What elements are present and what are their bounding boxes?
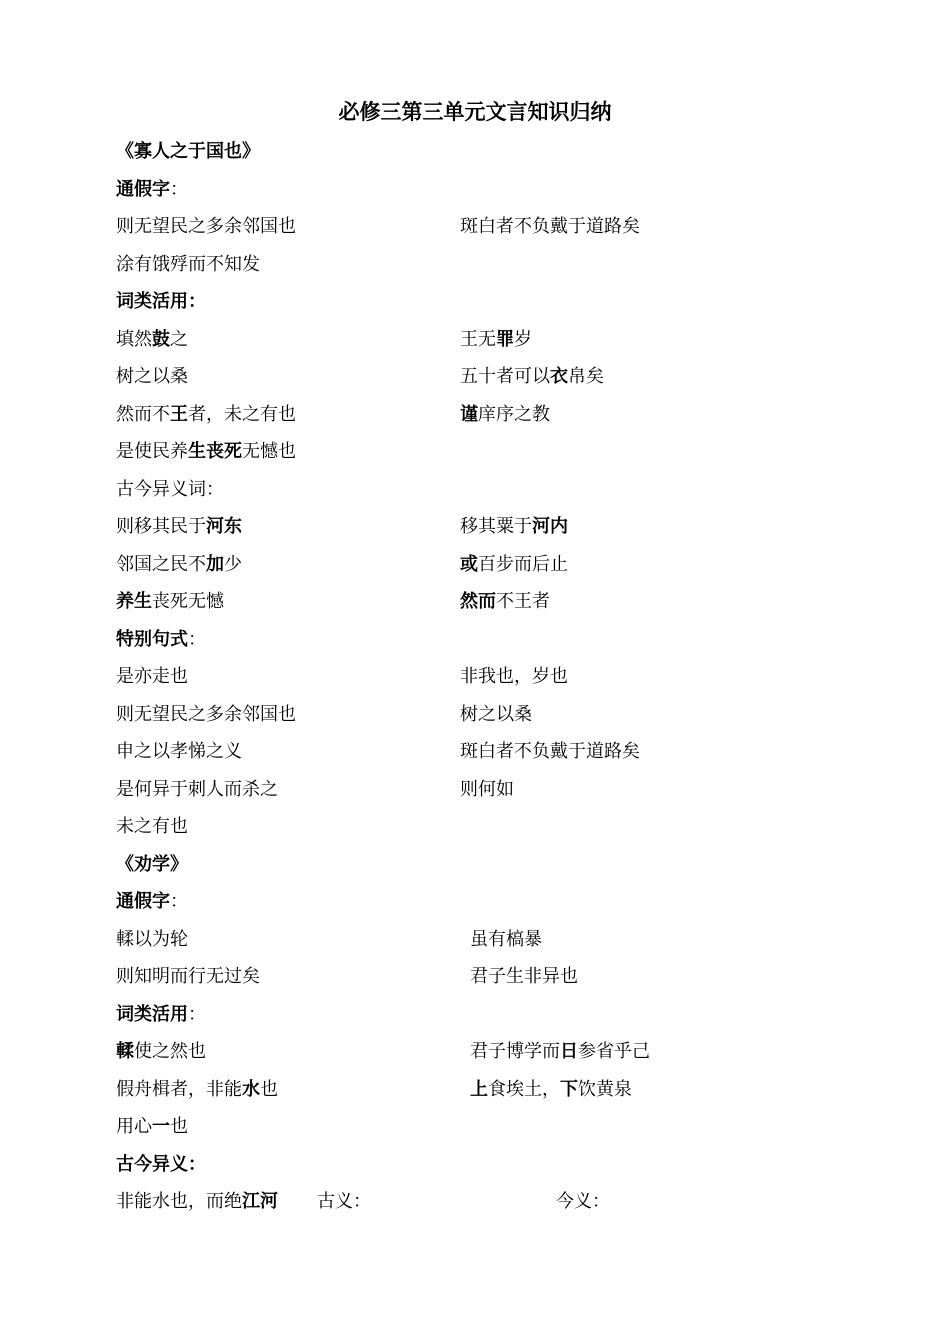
example-sentence: 假舟楫者，非能水也 xyxy=(116,1079,278,1100)
subheading: 词类活用 xyxy=(116,1004,188,1025)
gujin-heading xyxy=(0,1152,950,1178)
colon: ： xyxy=(170,891,188,912)
example-sentence: 非能水也，而绝江河 xyxy=(116,1191,278,1212)
subheading: 通假字 xyxy=(116,179,170,200)
key-word: 王 xyxy=(170,404,188,425)
example-sentence: 斑白者不负戴于道路矣 xyxy=(460,741,640,762)
list-row xyxy=(0,964,950,990)
example-sentence: 君子生非异也 xyxy=(470,966,578,987)
example-sentence: 涂有饿殍而不知发 xyxy=(116,254,260,275)
example-sentence: 然而不王者，未之有也 xyxy=(116,404,296,425)
section-2-heading xyxy=(0,852,950,878)
list-row xyxy=(0,327,950,353)
tongjia-heading xyxy=(0,177,950,203)
key-word: 日 xyxy=(560,1041,578,1062)
list-row xyxy=(0,814,950,840)
example-sentence: 王无罪岁 xyxy=(460,329,532,350)
key-word: 下 xyxy=(560,1079,578,1100)
key-word: 加 xyxy=(206,554,224,575)
list-row xyxy=(0,364,950,390)
teshu-heading xyxy=(0,627,950,653)
example-sentence: 輮以为轮 xyxy=(116,929,188,950)
list-row xyxy=(0,664,950,690)
key-word: 輮 xyxy=(116,1041,134,1062)
example-sentence: 上食埃土，下饮黄泉 xyxy=(470,1079,632,1100)
page-title: 必修三第三单元文言知识归纳 xyxy=(338,100,612,124)
subheading: 通假字 xyxy=(116,891,170,912)
cilei-heading xyxy=(0,289,950,315)
modern-meaning-label: 今义： xyxy=(556,1191,610,1212)
example-sentence: 五十者可以衣帛矣 xyxy=(460,366,604,387)
example-sentence: 申之以孝悌之义 xyxy=(116,741,242,762)
list-row xyxy=(0,252,950,278)
example-sentence: 虽有槁暴 xyxy=(470,929,542,950)
list-row xyxy=(0,1077,950,1103)
cilei-heading xyxy=(0,1002,950,1028)
example-sentence: 然而不王者 xyxy=(460,591,550,612)
key-word: 河内 xyxy=(532,516,568,537)
colon: ： xyxy=(188,629,206,650)
section-title: 《劝学》 xyxy=(116,854,188,875)
example-sentence: 君子博学而日参省乎己 xyxy=(470,1041,650,1062)
example-sentence: 则移其民于河东 xyxy=(116,516,242,537)
section-title: 《寡人之于国也》 xyxy=(116,141,260,162)
key-word: 然而 xyxy=(460,591,496,612)
example-sentence: 则无望民之多余邻国也 xyxy=(116,704,296,725)
list-row xyxy=(0,439,950,465)
list-row xyxy=(0,927,950,953)
key-word: 一 xyxy=(152,1116,170,1137)
example-sentence: 填然鼓之 xyxy=(116,329,188,350)
section-1-heading xyxy=(0,139,950,165)
list-row xyxy=(0,1189,950,1215)
list-row xyxy=(0,514,950,540)
gujin-heading xyxy=(0,477,950,503)
colon: ： xyxy=(170,179,188,200)
example-sentence: 邻国之民不加少 xyxy=(116,554,242,575)
example-sentence: 养生丧死无憾 xyxy=(116,591,224,612)
key-word: 生丧死 xyxy=(188,441,242,462)
list-row xyxy=(0,777,950,803)
subheading: 古今异义词： xyxy=(116,479,224,500)
list-row xyxy=(0,214,950,240)
colon: ： xyxy=(188,1004,206,1025)
example-sentence: 用心一也 xyxy=(116,1116,188,1137)
key-word: 上 xyxy=(470,1079,488,1100)
example-sentence: 谨庠序之教 xyxy=(460,404,550,425)
key-word: 河东 xyxy=(206,516,242,537)
subheading: 词类活用： xyxy=(116,291,206,312)
key-word: 水 xyxy=(242,1079,260,1100)
key-word: 罪 xyxy=(496,329,514,350)
example-sentence: 移其粟于河内 xyxy=(460,516,568,537)
key-word: 江河 xyxy=(242,1191,278,1212)
key-word: 衣 xyxy=(550,366,568,387)
list-row xyxy=(0,589,950,615)
key-word: 养生 xyxy=(116,591,152,612)
key-word: 鼓 xyxy=(152,329,170,350)
subheading: 特别句式 xyxy=(116,629,188,650)
example-sentence: 则何如 xyxy=(460,779,514,800)
list-row xyxy=(0,402,950,428)
list-row xyxy=(0,552,950,578)
ancient-meaning-label: 古义： xyxy=(317,1191,371,1212)
key-word: 谨 xyxy=(460,404,478,425)
subheading: 古今异义： xyxy=(116,1154,206,1175)
example-sentence: 是亦走也 xyxy=(116,666,188,687)
example-sentence: 是何异于刺人而杀之 xyxy=(116,779,278,800)
key-word: 或 xyxy=(460,554,478,575)
example-sentence: 未之有也 xyxy=(116,816,188,837)
example-sentence: 斑白者不负戴于道路矣 xyxy=(460,216,640,237)
example-sentence: 则无望民之多余邻国也 xyxy=(116,216,296,237)
example-sentence: 树之以桑 xyxy=(460,704,532,725)
list-row xyxy=(0,1114,950,1140)
example-sentence: 是使民养生丧死无憾也 xyxy=(116,441,296,462)
example-sentence: 树之以桑 xyxy=(116,366,188,387)
list-row xyxy=(0,1039,950,1065)
example-sentence: 輮使之然也 xyxy=(116,1041,206,1062)
list-row xyxy=(0,739,950,765)
tongjia-heading xyxy=(0,889,950,915)
example-sentence: 非我也，岁也 xyxy=(460,666,568,687)
example-sentence: 则知明而行无过矣 xyxy=(116,966,260,987)
list-row xyxy=(0,702,950,728)
example-sentence: 或百步而后止 xyxy=(460,554,568,575)
